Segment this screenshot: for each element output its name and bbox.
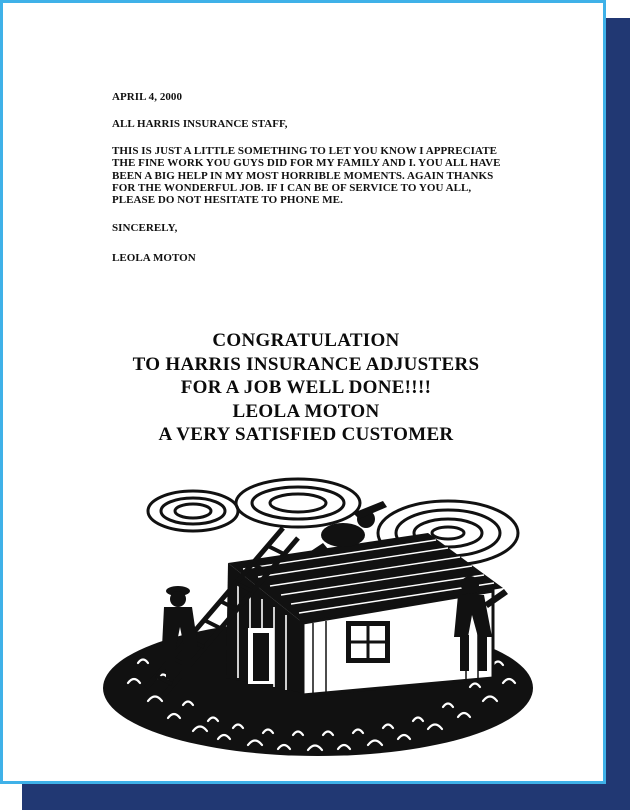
letter-body-line: PLEASE DO NOT HESITATE TO PHONE ME.: [112, 194, 343, 207]
letter-body: [112, 145, 552, 207]
letter-text: [112, 91, 552, 278]
letter-body-line: THE FINE WORK YOU GUYS DID FOR MY FAMILY AND I. YOU ALL HAVE: [112, 157, 501, 170]
banner-line: TO HARRIS INSURANCE ADJUSTERS: [132, 353, 480, 375]
banner-line: LEOLA MOTON: [232, 400, 380, 422]
banner-line: FOR A JOB WELL DONE!!!!: [180, 377, 432, 398]
congratulation-banner: [3, 329, 609, 447]
banner-line: A VERY SATISFIED CUSTOMER: [158, 424, 454, 445]
banner-line: CONGRATULATION: [212, 330, 400, 351]
letter-body-line: FOR THE WONDERFUL JOB. IF I CAN BE OF SERVICE TO YOU ALL,: [112, 182, 472, 195]
letter-closing: SINCERELY,: [112, 221, 178, 234]
letter-greeting: ALL HARRIS INSURANCE STAFF,: [112, 118, 288, 131]
letter-signature: LEOLA MOTON: [112, 252, 196, 265]
letter-body-line: THIS IS JUST A LITTLE SOMETHING TO LET YOU KNOW I APPRECIATE: [112, 144, 497, 157]
house-repair-illustration: [98, 473, 538, 773]
letter-body-line: BEEN A BIG HELP IN MY MOST HORRIBLE MOMENTS. AGAIN THANKS: [112, 169, 494, 182]
letter-date: APRIL 4, 2000: [112, 91, 183, 103]
